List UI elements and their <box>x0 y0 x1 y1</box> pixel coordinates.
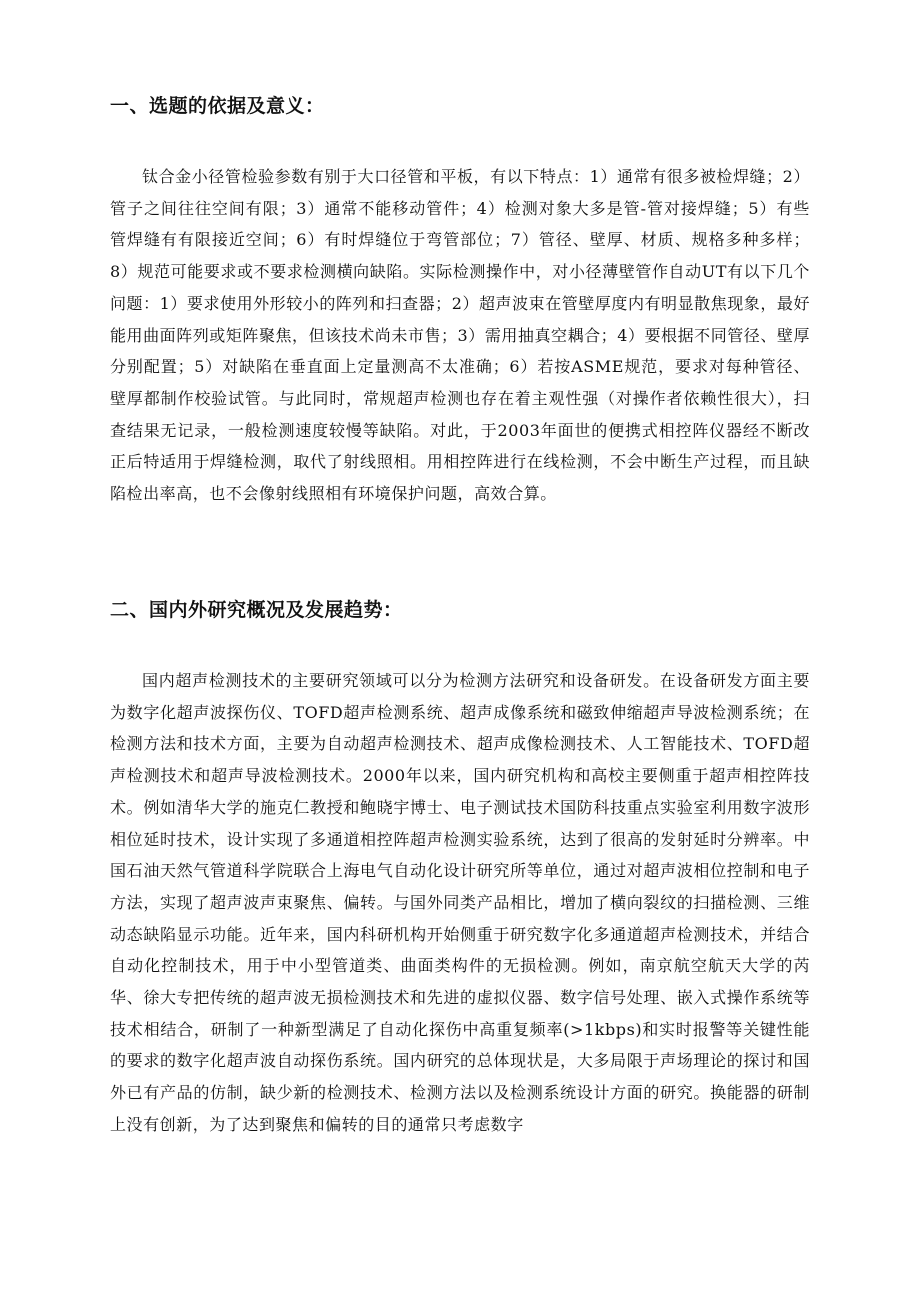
section-paragraph: 国内超声检测技术的主要研究领域可以分为检测方法研究和设备研发。在设备研发方面主要为数字化超声波探伤仪、TOFD超声检测系统、超声成像系统和磁致伸缩超声导波检测系统；在检测方法和技术方面，主要为自动超声检测技术、超声成像检测技术、人工智能技术、TOFD超声检测技术和超声导波检测技术。2000年以来，国内研究机构和高校主要侧重于超声相控阵技术。例如清华大学的施克仁教授和鲍晓宇博士、电子测试技术国防科技重点实验室利用数字波形相位延时技术，设计实现了多通道相控阵超声检测实验系统，达到了很高的发射延时分辨率。中国石油天然气管道科学院联合上海电气自动化设计研究所等单位，通过对超声波相位控制和电子方法，实现了超声波声束聚焦、偏转。与国外同类产品相比，增加了横向裂纹的扫描检测、三维动态缺陷显示功能。近年来，国内科研机构开始侧重于研究数字化多通道超声检测技术，并结合自动化控制技术，用于中小型管道类、曲面类构件的无损检测。例如，南京航空航天大学的芮华、徐大专把传统的超声波无损检测技术和先进的虚拟仪器、数字信号处理、嵌入式操作系统等技术相结合，研制了一种新型满足了自动化探伤中高重复频率(>1kbps)和实时报警等关键性能的要求的数字化超声波自动探伤系统。国内研究的总体现状是，大多局限于声场理论的探讨和国外已有产品的仿制，缺少新的检测技术、检测方法以及检测系统设计方面的研究。换能器的研制上没有创新，为了达到聚焦和偏转的目的通常只考虑数字 <box>110 671 810 1134</box>
section-heading: 一、选题的依据及意义： <box>110 95 325 117</box>
section-research-overview <box>110 598 810 1141</box>
section-paragraph: 钛合金小径管检验参数有别于大口径管和平板，有以下特点：1）通常有很多被检焊缝；2）管子之间往往空间有限；3）通常不能移动管件；4）检测对象大多是管-管对接焊缝；5）有些管焊缝有有限接近空间；6）有时焊缝位于弯管部位；7）管径、壁厚、材质、规格多种多样；8）规范可能要求或不要求检测横向缺陷。实际检测操作中，对小径薄壁管作自动UT有以下几个问题：1）要求使用外形较小的阵列和扫查器；2）超声波束在管壁厚度内有明显散焦现象，最好能用曲面阵列或矩阵聚焦，但该技术尚未市售；3）需用抽真空耦合；4）要根据不同管径、壁厚分别配置；5）对缺陷在垂直面上定量测高不太准确；6）若按ASME规范，要求对每种管径、壁厚都制作校验试管。与此同时，常规超声检测也存在着主观性强（对操作者依赖性很大），扫查结果无记录，一般检测速度较慢等缺陷。对此，于2003年面世的便携式相控阵仪器经不断改正后特适用于焊缝检测，取代了射线照相。用相控阵进行在线检测，不会中断生产过程，而且缺陷检出率高，也不会像射线照相有环境保护问题，高效合算。 <box>110 167 811 504</box>
section-heading: 二、国内外研究概况及发展趋势： <box>110 599 403 621</box>
section-basis-and-significance <box>110 94 810 510</box>
